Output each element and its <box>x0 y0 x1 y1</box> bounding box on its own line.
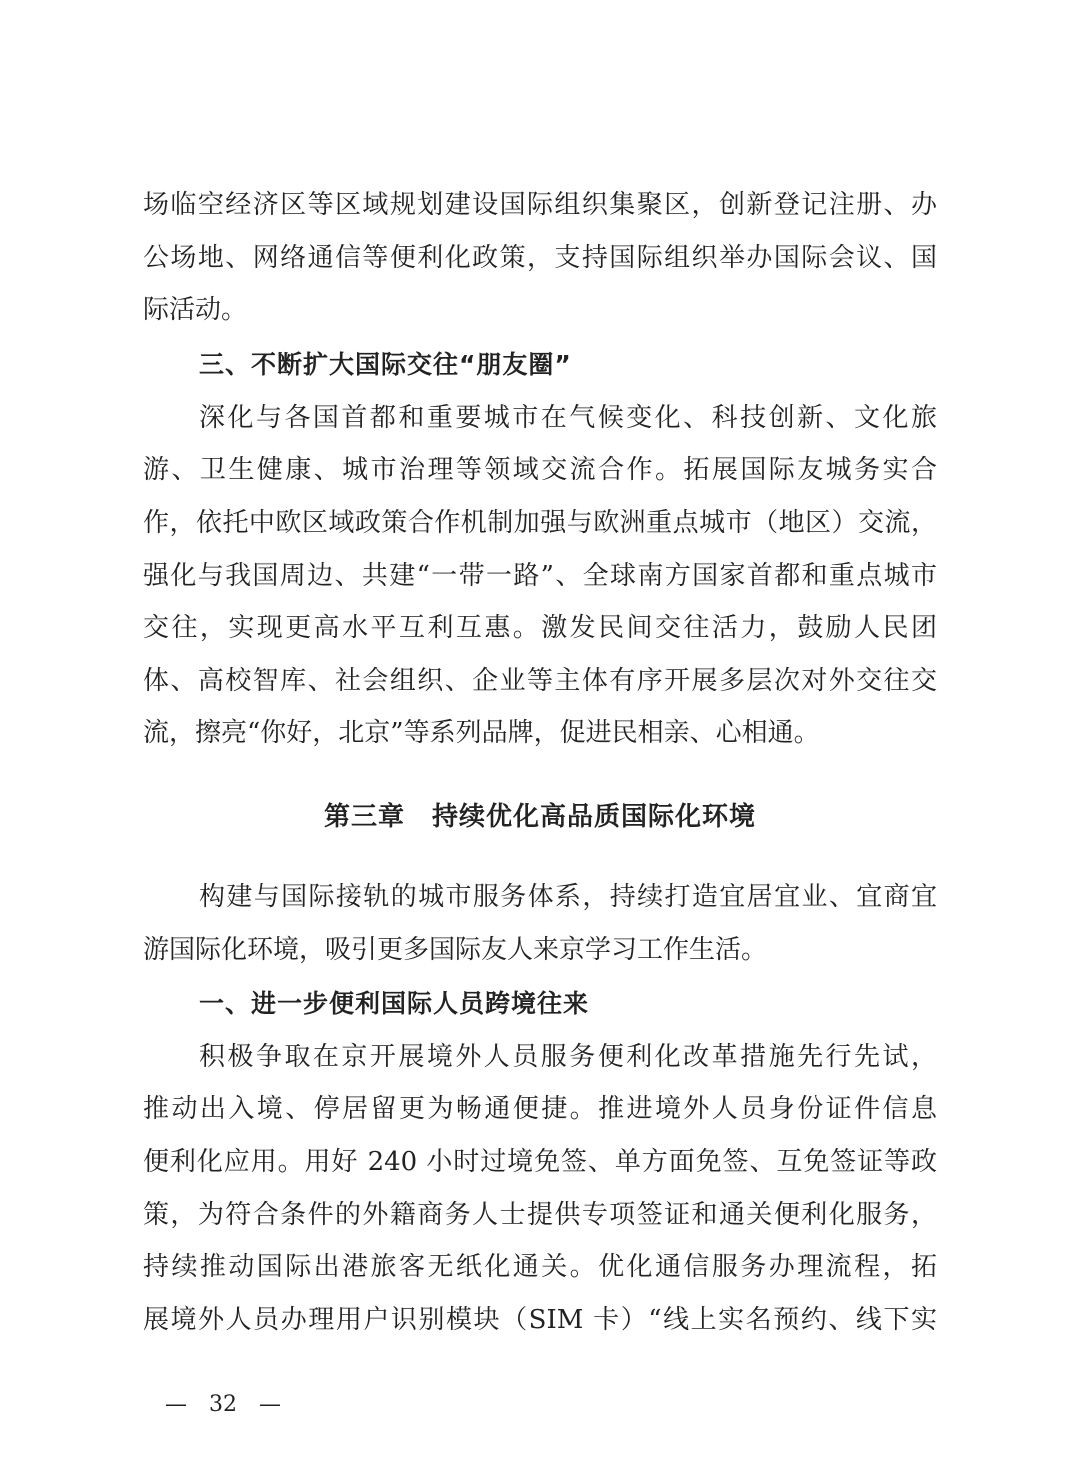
text-line: 深化与各国首都和重要城市在气候变化、科技创新、文化旅 <box>199 403 937 433</box>
text-line: 展境外人员办理用户识别模块（SIM 卡）“线上实名预约、线下实 <box>143 1305 937 1335</box>
text-line: 流，擦亮“你好，北京”等系列品牌，促进民相亲、心相通。 <box>143 718 820 748</box>
text-line: 游国际化环境，吸引更多国际友人来京学习工作生活。 <box>143 935 768 965</box>
text-line: 推动出入境、停居留更为畅通便捷。推进境外人员身份证件信息 <box>143 1094 937 1124</box>
text-line: 作，依托中欧区域政策合作机制加强与欧洲重点城市（地区）交流， <box>143 508 937 538</box>
text-line: 持续推动国际出港旅客无纸化通关。优化通信服务办理流程，拓 <box>143 1252 937 1282</box>
text-line: 便利化应用。用好 240 小时过境免签、单方面免签、互免签证等政 <box>143 1147 937 1177</box>
text-line: 公场地、网络通信等便利化政策，支持国际组织举办国际会议、国 <box>143 243 937 273</box>
text-line: 积极争取在京开展境外人员服务便利化改革措施先行先试， <box>199 1042 937 1072</box>
text-line: 强化与我国周边、共建“一带一路”、全球南方国家首都和重点城市 <box>143 561 937 591</box>
text-line: 游、卫生健康、城市治理等领域交流合作。拓展国际友城务实合 <box>143 455 937 485</box>
text-line: 交往，实现更高水平互利互惠。激发民间交往活力，鼓励人民团 <box>143 613 937 643</box>
page-number: — 32 — <box>165 1392 281 1417</box>
text-line: 际活动。 <box>143 295 248 325</box>
text-line: 体、高校智库、社会组织、企业等主体有序开展多层次对外交往交 <box>143 666 937 696</box>
text-line: 策，为符合条件的外籍商务人士提供专项签证和通关便利化服务， <box>143 1200 937 1230</box>
section-heading: 三、不断扩大国际交往“朋友圈” <box>199 350 572 379</box>
chapter-title: 第三章 持续优化高品质国际化环境 <box>323 802 756 832</box>
text-line: 构建与国际接轨的城市服务体系，持续打造宜居宜业、宜商宜 <box>199 882 937 912</box>
text-line: 场临空经济区等区域规划建设国际组织集聚区，创新登记注册、办 <box>143 190 937 220</box>
section-heading: 一、进一步便利国际人员跨境往来 <box>199 989 590 1018</box>
